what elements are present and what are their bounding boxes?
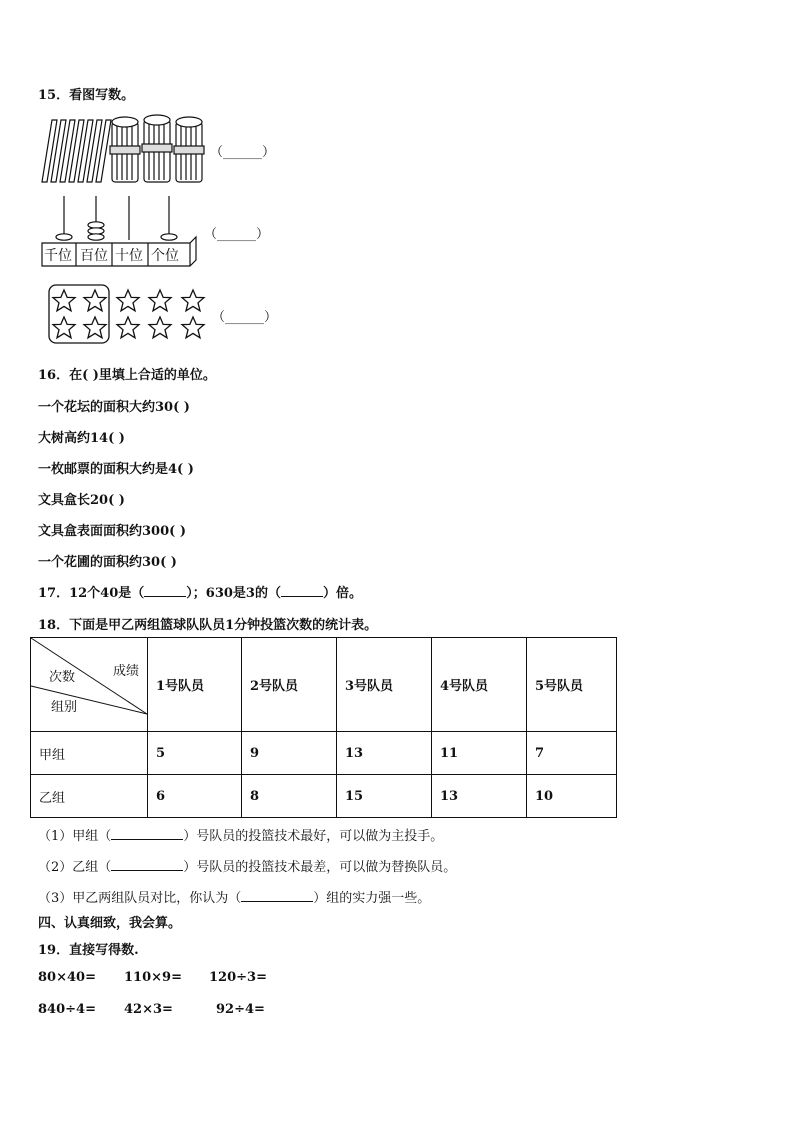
q18-sub1-text-b: ）号队员的投篮技术最好，可以做为主投手。 bbox=[183, 829, 444, 844]
q19-expr-4[interactable]: 840÷4= bbox=[38, 1002, 96, 1017]
table-header-row bbox=[31, 638, 617, 732]
table-cell: 11 bbox=[432, 732, 527, 775]
table-cell: 15 bbox=[337, 775, 432, 818]
q17-blank-1[interactable] bbox=[144, 596, 186, 597]
col-header-5: 5号队员 bbox=[527, 638, 617, 732]
q19-title: 19．直接写得数. bbox=[38, 943, 139, 958]
q16-item-6[interactable]: 一个花圃的面积约30( ) bbox=[38, 555, 177, 570]
q18-sub2 bbox=[38, 856, 456, 875]
q16-item-1[interactable]: 一个花坛的面积大约30( ) bbox=[38, 400, 190, 415]
q18-sub1-text-a: （1）甲组（ bbox=[38, 829, 112, 844]
row-label-jia: 甲组 bbox=[31, 732, 148, 775]
q19-expr-6[interactable]: 92÷4= bbox=[216, 1002, 265, 1017]
table-row bbox=[31, 775, 617, 818]
q15-answer-3[interactable]: （______） bbox=[212, 310, 278, 325]
q18-sub3-text-a: （3）甲乙两组队员对比，你认为（ bbox=[38, 891, 242, 906]
q18-sub3-blank[interactable] bbox=[241, 901, 313, 902]
q18-sub2-text-b: ）号队员的投篮技术最差，可以做为替换队员。 bbox=[183, 860, 457, 875]
table-cell: 7 bbox=[527, 732, 617, 775]
q19-expr-3[interactable]: 120÷3= bbox=[209, 970, 267, 985]
q18-sub1-blank[interactable] bbox=[111, 839, 183, 840]
corner-top-right: 成绩 bbox=[113, 664, 140, 679]
q17-part3: ）倍。 bbox=[322, 586, 362, 601]
q18-sub1 bbox=[38, 825, 443, 844]
table-cell: 6 bbox=[148, 775, 242, 818]
q15-title: 15．看图写数。 bbox=[38, 88, 135, 103]
sticks-illustration bbox=[38, 112, 213, 187]
q19-expr-5[interactable]: 42×3= bbox=[124, 1002, 173, 1017]
q16-item-5[interactable]: 文具盒表面面积约300( ) bbox=[38, 524, 186, 539]
row-label-yi: 乙组 bbox=[31, 775, 148, 818]
q17-blank-2[interactable] bbox=[281, 596, 323, 597]
abacus-label-thousands: 千位 bbox=[44, 248, 72, 264]
table-cell: 8 bbox=[242, 775, 337, 818]
q17-line bbox=[38, 582, 362, 601]
q16-item-3[interactable]: 一枚邮票的面积大约是4( ) bbox=[38, 462, 194, 477]
q18-sub2-blank[interactable] bbox=[111, 870, 183, 871]
corner-middle-left: 次数 bbox=[49, 670, 76, 685]
table-row bbox=[31, 732, 617, 775]
col-header-2: 2号队员 bbox=[242, 638, 337, 732]
table-cell: 5 bbox=[148, 732, 242, 775]
q16-item-2[interactable]: 大树高约14( ) bbox=[38, 431, 125, 446]
q19-expr-2[interactable]: 110×9= bbox=[124, 970, 182, 985]
abacus-label-tens: 十位 bbox=[115, 248, 143, 264]
q18-sub2-text-a: （2）乙组（ bbox=[38, 860, 112, 875]
col-header-1: 1号队员 bbox=[148, 638, 242, 732]
q16-item-4[interactable]: 文具盒长20( ) bbox=[38, 493, 125, 508]
q18-sub3-text-b: ）组的实力强一些。 bbox=[313, 891, 431, 906]
q15-answer-1[interactable]: （______） bbox=[210, 145, 276, 160]
table-cell: 10 bbox=[527, 775, 617, 818]
q18-sub3 bbox=[38, 887, 430, 906]
table-corner-cell bbox=[31, 638, 148, 732]
stats-table bbox=[30, 637, 617, 818]
table-cell: 13 bbox=[337, 732, 432, 775]
section-four-heading: 四、认真细致，我会算。 bbox=[38, 916, 182, 931]
stars-illustration bbox=[48, 284, 213, 346]
abacus-label-hundreds: 百位 bbox=[80, 248, 108, 264]
table-cell: 9 bbox=[242, 732, 337, 775]
q15-answer-2[interactable]: （______） bbox=[204, 227, 270, 242]
col-header-3: 3号队员 bbox=[337, 638, 432, 732]
q17-part2: ）；630是3的（ bbox=[186, 586, 281, 601]
q16-title: 16．在( )里填上合适的单位。 bbox=[38, 368, 216, 383]
q18-title: 18．下面是甲乙两组篮球队队员1分钟投篮次数的统计表。 bbox=[38, 618, 378, 633]
corner-bottom-left: 组别 bbox=[51, 700, 78, 715]
q19-expr-1[interactable]: 80×40= bbox=[38, 970, 96, 985]
col-header-4: 4号队员 bbox=[432, 638, 527, 732]
abacus-label-ones: 个位 bbox=[151, 248, 179, 264]
q17-part1: 17．12个40是（ bbox=[38, 586, 145, 601]
table-cell: 13 bbox=[432, 775, 527, 818]
